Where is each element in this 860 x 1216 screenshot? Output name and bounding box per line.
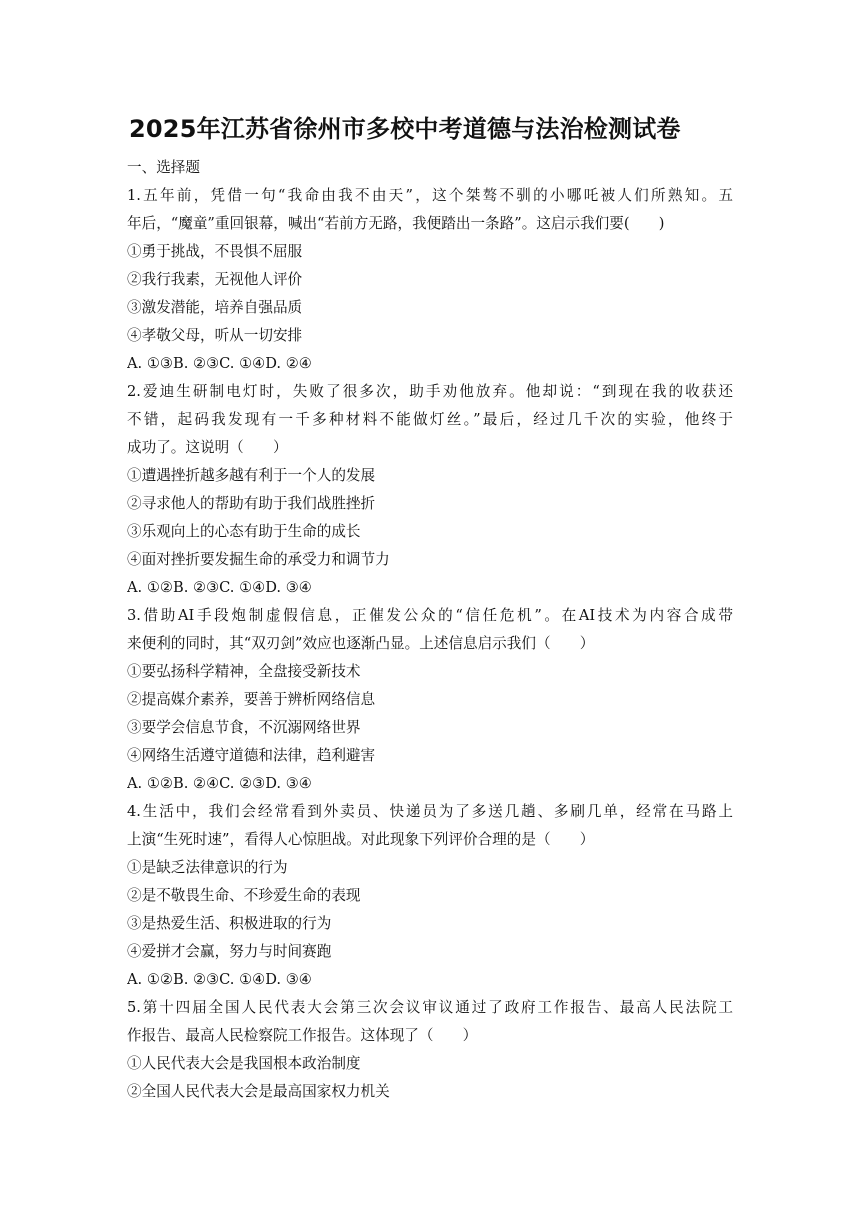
option-item: ④孝敬父母，听从一切安排: [127, 327, 303, 344]
option-item: ②寻求他人的帮助有助于我们战胜挫折: [127, 495, 376, 512]
stem-line: 作报告、最高人民检察院工作报告。这体现了（ ）: [127, 1027, 478, 1044]
stem-line: 4.生活中，我们会经常看到外卖员、快递员为了多送几趟、多刷几单，经常在马路上: [127, 803, 733, 820]
option-item: ①要弘扬科学精神，全盘接受新技术: [127, 663, 361, 680]
document-page: [127, 110, 733, 1106]
document-title: 2025年江苏省徐州市多校中考道德与法治检测试卷: [129, 115, 681, 143]
stem-line: 2.爱迪生研制电灯时，失败了很多次，助手劝他放弃。他却说：“到现在我的收获还: [127, 383, 733, 400]
question-stem: [127, 798, 733, 854]
option-item: ③要学会信息节食，不沉溺网络世界: [127, 719, 361, 736]
stem-line: 成功了。这说明（ ）: [127, 439, 288, 456]
question-stem: [127, 182, 733, 238]
option-item: ④面对挫折要发掘生命的承受力和调节力: [127, 551, 390, 568]
option-item: ④爱拼才会赢，努力与时间赛跑: [127, 943, 332, 960]
option-item: ①是缺乏法律意识的行为: [127, 859, 288, 876]
option-item: ②我行我素，无视他人评价: [127, 271, 303, 288]
option-item: ③激发潜能，培养自强品质: [127, 299, 303, 316]
stem-line: 1.五年前，凭借一句“我命由我不由天”，这个桀骜不驯的小哪吒被人们所熟知。五: [127, 187, 733, 204]
option-item: ④网络生活遵守道德和法律，趋利避害: [127, 747, 376, 764]
option-item: ①人民代表大会是我国根本政治制度: [127, 1055, 361, 1072]
option-item: ②全国人民代表大会是最高国家权力机关: [127, 1083, 390, 1100]
section-heading: 一、选择题: [127, 159, 200, 176]
option-item: ①遭遇挫折越多越有利于一个人的发展: [127, 467, 376, 484]
answer-choices: A. ①②B. ②③C. ①④D. ③④: [127, 579, 312, 596]
option-item: ③是热爱生活、积极进取的行为: [127, 915, 332, 932]
answer-choices: A. ①②B. ②③C. ①④D. ③④: [127, 971, 312, 988]
question-stem: [127, 602, 733, 658]
question-3: [127, 602, 733, 798]
stem-line: 来便利的同时，其“双刃剑”效应也逐渐凸显。上述信息启示我们（ ）: [127, 635, 595, 652]
stem-line: 不错，起码我发现有一千多种材料不能做灯丝。”最后，经过几千次的实验，他终于: [127, 411, 733, 428]
question-1: [127, 182, 733, 378]
question-2: [127, 378, 733, 602]
answer-choices: A. ①②B. ②④C. ②③D. ③④: [127, 775, 312, 792]
stem-line: 上演“生死时速”，看得人心惊胆战。对此现象下列评价合理的是（ ）: [127, 831, 595, 848]
option-item: ①勇于挑战，不畏惧不屈服: [127, 243, 303, 260]
question-5: [127, 994, 733, 1106]
question-stem: [127, 378, 733, 462]
option-item: ②是不敬畏生命、不珍爱生命的表现: [127, 887, 361, 904]
stem-line: 年后，“魔童”重回银幕，喊出“若前方无路，我便踏出一条路”。这启示我们要( ): [127, 215, 665, 232]
stem-line: 3.借助AI手段炮制虚假信息，正催发公众的“信任危机”。在AI技术为内容合成带: [127, 607, 733, 624]
option-item: ③乐观向上的心态有助于生命的成长: [127, 523, 361, 540]
answer-choices: A. ①③B. ②③C. ①④D. ②④: [127, 355, 312, 372]
question-stem: [127, 994, 733, 1050]
question-4: [127, 798, 733, 994]
option-item: ②提高媒介素养，要善于辨析网络信息: [127, 691, 376, 708]
stem-line: 5.第十四届全国人民代表大会第三次会议审议通过了政府工作报告、最高人民法院工: [127, 999, 733, 1016]
